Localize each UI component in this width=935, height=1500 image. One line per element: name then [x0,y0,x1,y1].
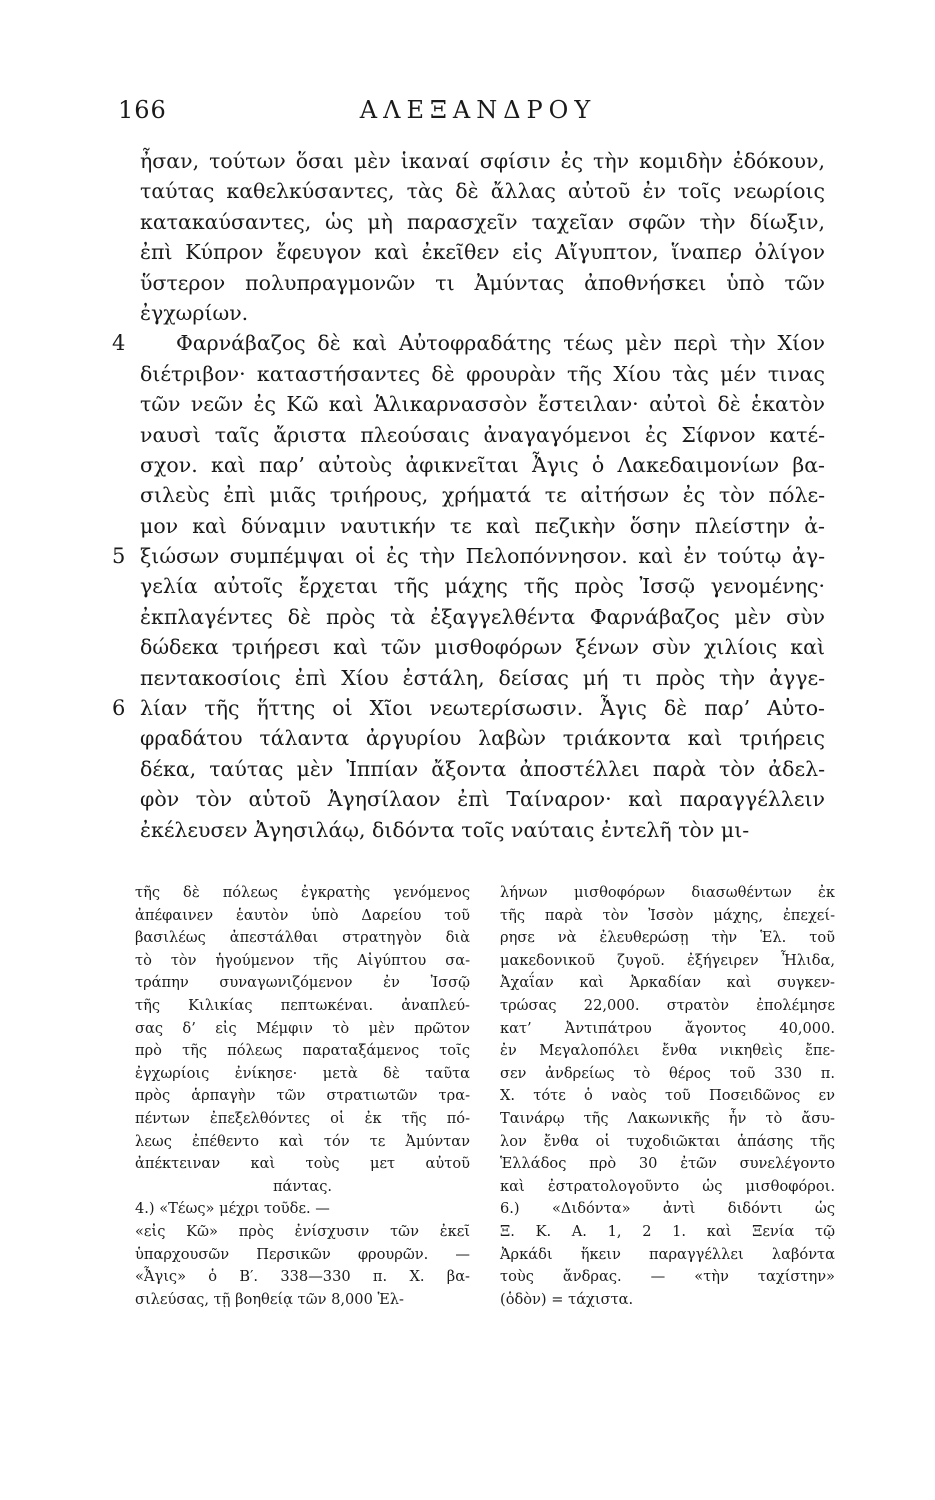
footnote-line: τῆς Κιλικίας πεπτωκέναι. ἀναπλεύ- [135,996,470,1014]
text-line-content: ναυσὶ ταῖς ἄριστα πλεούσαις ἀναγαγόμενοι ἐς Σίφνον κατέ- [140,422,825,447]
footnote-line: κατ’ Ἀντιπάτρου ἄγοντος 40,000. [500,1019,835,1037]
text-line [140,359,825,389]
text-line [140,571,825,601]
text-line-content: κατακαύσαντες, ὡς μὴ παρασχεῖν ταχεῖαν σφῶν τὴν δίωξιν, [140,209,825,234]
footnote-line: μακεδονικοῦ ζυγοῦ. ἐξήγειρεν Ἦλιδα, [500,951,835,969]
text-line [140,663,825,693]
footnote-line: σιλεύσας, τῇ βοηθείᾳ τῶν 8,000 Ἑλ- [135,1290,404,1308]
text-line-content: σιλεὺς ἐπὶ μιᾶς τριήρους, χρήματά τε αἰτήσων ἐς τὸν πόλε- [140,483,825,508]
footnote-line: ὑπαρχουσῶν Περσικῶν φρουρῶν. — [135,1245,470,1263]
footnote-line: σας δ’ εἰς Μέμφιν τὸ μὲν πρῶτον [135,1019,470,1037]
section-number: 5 [112,544,126,569]
text-line-content: ταύτας καθελκύσαντες, τὰς δὲ ἄλλας αὐτοῦ ἐν τοῖς νεωρίοις [140,179,825,204]
running-title: ΑΛΕΞΑΝΔΡΟΥ [359,96,597,124]
footnote-line: 6.) «Διδόντα» ἀντὶ διδόντι ὡς [500,1200,835,1218]
text-line [140,511,825,541]
footnotes-right-column [500,882,835,1311]
text-line [140,237,825,267]
text-line-content: φραδάτου τάλαντα ἀργυρίου λαβὼν τριάκοντα καὶ τριήρεις [140,726,825,751]
text-line-content: μον καὶ δύναμιν ναυτικήν τε καὶ πεζικὴν ὅσην πλείστην ἀ- [140,513,825,538]
text-line-content: δέκα, ταύτας μὲν Ἱππίαν ἄξοντα ἀποστέλλει παρὰ τὸν ἀδελ- [140,756,825,781]
text-line [140,268,825,298]
section-number: 6 [112,696,126,721]
section-number: 4 [112,331,126,356]
text-line-content: ξιώσων συμπέμψαι οἱ ἐς τὴν Πελοπόννησον. καὶ ἐν τούτῳ ἀγ- [140,544,825,569]
footnote-line: πάντας. [272,1177,333,1195]
footnote-line: 4.) «Τέως» μέχρι τοῦδε. — [135,1200,330,1218]
text-line [140,389,825,419]
text-line-content: ἦσαν, τούτων ὅσαι μὲν ἱκαναί σφίσιν ἐς τὴν κομιδὴν ἐδόκουν, [140,149,825,173]
footnote-line: ἀπέφαινεν ἑαυτὸν ὑπὸ Δαρείου τοῦ [135,906,470,924]
page-number: 166 [118,96,167,124]
text-line [140,176,825,206]
text-line [140,207,825,237]
footnote-line: καὶ ἐστρατολογοῦντο ὡς μισθοφόροι. [500,1177,835,1195]
text-line [140,602,825,632]
footnote-line: βασιλέως ἀπεστάλθαι στρατηγὸν διὰ [135,929,470,947]
text-line-content: τῶν νεῶν ἐς Κῶ καὶ Ἁλικαρνασσὸν ἔστειλαν· αὐτοὶ δὲ ἑκατὸν [140,392,825,417]
page-header [118,96,838,132]
footnote-line: τῆς δὲ πόλεως ἐγκρατὴς γενόμενος [135,884,470,901]
text-line-content: ὕστερον πολυπραγμονῶν τι Ἀμύντας ἀποθνήσκει ὑπὸ τῶν [140,270,825,295]
main-text [112,146,825,845]
footnote-line: (ὁδὸν) = τάχιστα. [500,1290,634,1308]
text-line [112,693,825,723]
footnote-line: τρώσας 22,000. στρατὸν ἐπολέμησε [500,996,835,1014]
footnote-line: ρησε νὰ ἐλευθερώσῃ τὴν Ἑλ. τοῦ [500,929,835,947]
footnote-line: πρὸς ἁρπαγὴν τῶν στρατιωτῶν τρα- [135,1087,470,1105]
text-line-content: σχον. καὶ παρ’ αὐτοὺς ἀφικνεῖται Ἆγις ὁ Λακεδαιμονίων βα- [140,452,825,477]
text-line [140,420,825,450]
text-line-content: Φαρνάβαζος δὲ καὶ Αὐτοφραδάτης τέως μὲν περὶ τὴν Χίον [176,331,825,356]
text-line [140,784,825,814]
footnote-line: Ἀχαΐαν καὶ Ἀρκαδίαν καὶ συγκεν- [500,974,835,992]
text-line [140,754,825,784]
footnote-line: «εἰς Κῶ» πρὸς ἐνίσχυσιν τῶν ἐκεῖ [135,1222,470,1240]
text-line [140,146,825,176]
text-line [140,815,825,845]
text-line [140,723,825,753]
text-line-content: ἐγχωρίων. [140,300,249,325]
text-line-content: ἐκέλευσεν Ἀγησιλάῳ, διδόντα τοῖς ναύταις ἐντελῆ τὸν μι- [140,817,750,842]
footnote-line: λεως ἐπέθεντο καὶ τόν τε Ἀμύνταν [135,1132,470,1150]
footnote-line: πρὸ τῆς πόλεως παραταξάμενος τοῖς [135,1042,470,1060]
footnote-line: τοὺς ἄνδρας. — «τὴν ταχίστην» [500,1268,835,1286]
text-line-content: διέτριβον· καταστήσαντες δὲ φρουρὰν τῆς Χίου τὰς μέν τινας [140,361,825,386]
text-line-content: δώδεκα τριήρεσι καὶ τῶν μισθοφόρων ξένων σὺν χιλίοις καὶ [140,635,825,660]
text-line-content: λίαν τῆς ἥττης οἱ Χῖοι νεωτερίσωσιν. Ἆγις δὲ παρ’ Αὐτο- [140,696,825,721]
footnote-line: «Ἆγις» ὁ Β′. 338—330 π. Χ. βα- [135,1268,470,1286]
text-line-content: φὸν τὸν αὑτοῦ Ἀγησίλαον ἐπὶ Ταίναρον· καὶ παραγγέλλειν [140,787,825,812]
text-line [140,632,825,662]
footnotes-left-column [135,882,470,1311]
footnote-line: λον ἔνθα οἱ τυχοδιῶκται ἁπάσης τῆς [500,1132,835,1150]
footnote-line: τὸ τὸν ἡγούμενον τῆς Αἰγύπτου σα- [135,951,470,969]
footnote-line: Ἑλλάδος πρὸ 30 ἐτῶν συνελέγοντο [500,1155,835,1173]
footnote-line: Χ. τότε ὁ ναὸς τοῦ Ποσειδῶνος εν [500,1087,835,1105]
footnote-line: τράπην συναγωνιζόμενον ἐν Ἰσσῷ [135,974,470,992]
text-line-content: ἐκπλαγέντες δὲ πρὸς τὰ ἐξαγγελθέντα Φαρνάβαζος μὲν σὺν [140,604,825,629]
text-line-content: ἐπὶ Κύπρον ἔφευγον καὶ ἐκεῖθεν εἰς Αἴγυπτον, ἵναπερ ὀλίγον [140,240,825,265]
text-line [140,298,825,328]
footnote-line: ἐν Μεγαλοπόλει ἔνθα νικηθεὶς ἔπε- [500,1042,835,1060]
text-line [112,541,825,571]
text-line-content: πεντακοσίοις ἐπὶ Χίου ἐστάλη, δείσας μή τι πρὸς τὴν ἀγγε- [140,665,825,690]
footnote-line: ἐγχωρίοις ἐνίκησε· μετὰ δὲ ταῦτα [135,1064,470,1082]
text-line [140,450,825,480]
footnote-line: Ἀρκάδι ἥκειν παραγγέλλει λαβόντα [500,1245,835,1263]
footnote-line: Ξ. Κ. Α. 1, 2 1. καὶ Ξενία τῷ [500,1222,835,1240]
text-line [112,328,825,358]
footnote-line: τῆς παρὰ τὸν Ἰσσὸν μάχης, ἐπεχεί- [500,906,835,924]
footnote-line: σεν ἀνδρείως τὸ θέρος τοῦ 330 π. [500,1064,835,1082]
footnote-line: πέντων ἐπεξελθόντες οἱ ἐκ τῆς πό- [135,1109,470,1127]
footnote-line: Ταινάρῳ τῆς Λακωνικῆς ἦν τὸ ἄσυ- [500,1109,835,1127]
text-line-content: γελία αὐτοῖς ἔρχεται τῆς μάχης τῆς πρὸς Ἰσσῷ γενομένης· [140,574,825,599]
footnote-line: λήνων μισθοφόρων διασωθέντων ἐκ [500,884,835,901]
text-line [140,480,825,510]
footnote-line: ἀπέκτειναν καὶ τοὺς μετ αὐτοῦ [135,1155,470,1173]
